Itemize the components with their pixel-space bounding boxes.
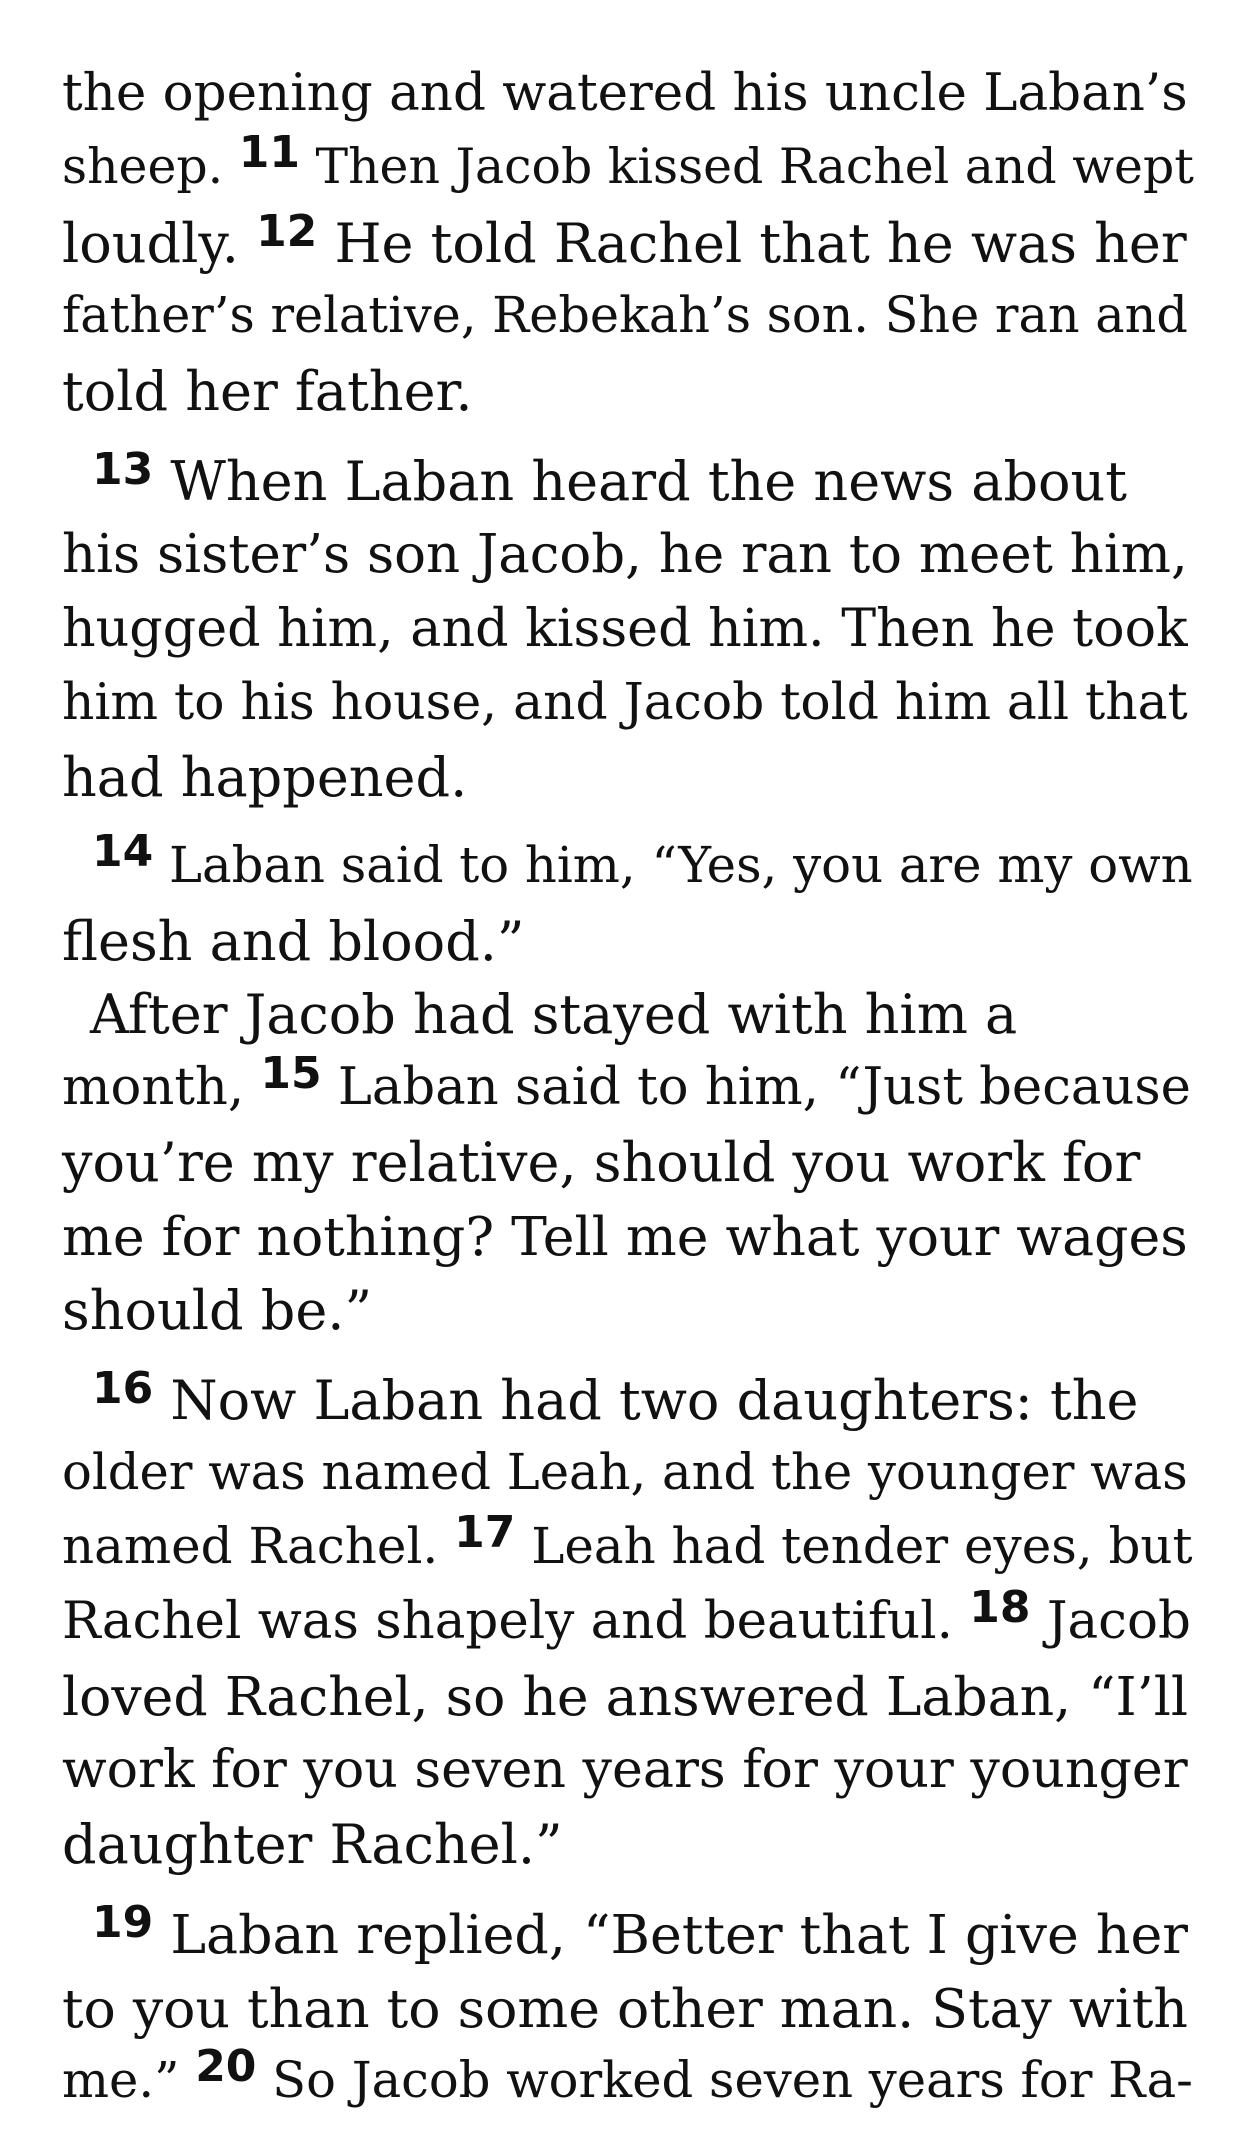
verse-text: After Jacob had stayed with him a xyxy=(90,983,1018,1046)
verse-text: daughter Rachel.” xyxy=(62,1813,563,1876)
text-line xyxy=(62,672,1188,731)
text-line xyxy=(62,127,1194,195)
verse-text: Rachel was shapely and beautiful. xyxy=(62,1591,970,1651)
text-line xyxy=(62,1048,1191,1117)
text-line xyxy=(62,1813,563,1876)
text-line xyxy=(62,524,1188,585)
text-line xyxy=(62,1131,1141,1194)
verse-text: me for nothing? Tell me what your wages xyxy=(62,1205,1188,1268)
text-line xyxy=(62,1977,1188,2040)
verse-text: hugged him, and kissed him. Then he took xyxy=(62,598,1188,659)
verse-text: me.” xyxy=(62,2051,196,2109)
verse-number: 18 xyxy=(969,1582,1031,1633)
verse-text: named Rachel. xyxy=(62,1517,455,1575)
verse-text: Laban said to him, “Just because xyxy=(321,1057,1191,1117)
verse-text: flesh and blood.” xyxy=(62,910,525,973)
text-line xyxy=(62,1665,1189,1728)
verse-text: He told Rachel that he was her xyxy=(317,212,1187,275)
text-line xyxy=(62,598,1188,659)
verse-text: the opening and watered his uncle Laban’s xyxy=(62,63,1188,123)
verse-text: month, xyxy=(62,1057,261,1117)
text-line xyxy=(62,1205,1188,1268)
verse-text: Then Jacob kissed Rachel and wept xyxy=(299,138,1194,195)
verse-number: 12 xyxy=(256,206,318,257)
verse-text: had happened. xyxy=(62,746,468,809)
text-line xyxy=(62,206,1187,275)
text-line xyxy=(62,1279,373,1342)
verse-text: sheep. xyxy=(62,138,239,195)
verse-text: Laban said to him, “Yes, you are my own xyxy=(153,836,1193,894)
text-line xyxy=(92,1363,1139,1432)
verse-text: Leah had tender eyes, but xyxy=(515,1517,1193,1575)
text-line xyxy=(62,910,525,973)
verse-text: Laban replied, “Better that I give her xyxy=(153,1903,1189,1966)
verse-text: to you than to some other man. Stay with xyxy=(62,1977,1188,2040)
text-line xyxy=(62,1582,1191,1651)
verse-text: older was named Leah, and the younger was xyxy=(62,1443,1188,1501)
verse-text: So Jacob worked seven years for Ra- xyxy=(256,2051,1193,2109)
verse-text: you’re my relative, should you work for xyxy=(62,1131,1141,1194)
text-line xyxy=(62,286,1188,344)
verse-text: his sister’s son Jacob, he ran to meet him, xyxy=(62,524,1188,585)
verse-number: 16 xyxy=(92,1363,154,1414)
verse-text: Now Laban had two daughters: the xyxy=(153,1369,1139,1432)
text-line xyxy=(90,983,1018,1046)
verse-text: father’s relative, Rebekah’s son. She ran and xyxy=(62,286,1188,344)
verse-number: 19 xyxy=(92,1897,154,1948)
text-line xyxy=(62,1740,1188,1800)
verse-text: work for you seven years for your younger xyxy=(62,1740,1188,1800)
verse-number: 17 xyxy=(454,1507,516,1558)
verse-number: 14 xyxy=(92,826,154,877)
verse-text: When Laban heard the news about xyxy=(153,450,1128,513)
text-line xyxy=(62,360,473,423)
verse-text: loudly. xyxy=(62,212,257,275)
text-line xyxy=(62,2041,1193,2109)
verse-text: him to his house, and Jacob told him all that xyxy=(62,672,1188,731)
text-line xyxy=(62,1507,1193,1575)
verse-text: told her father. xyxy=(62,360,473,423)
text-line xyxy=(62,1443,1188,1501)
text-line xyxy=(92,826,1193,894)
verse-text: loved Rachel, so he answered Laban, “I’ll xyxy=(62,1665,1189,1728)
text-line xyxy=(92,444,1128,513)
verse-text: should be.” xyxy=(62,1279,373,1342)
verse-number: 11 xyxy=(238,127,300,178)
verse-number: 15 xyxy=(260,1048,322,1099)
verse-number: 20 xyxy=(195,2041,257,2092)
verse-text: Jacob xyxy=(1030,1591,1191,1651)
text-line xyxy=(92,1897,1189,1966)
verse-number: 13 xyxy=(92,444,154,495)
text-line xyxy=(62,63,1188,123)
text-line xyxy=(62,746,468,809)
